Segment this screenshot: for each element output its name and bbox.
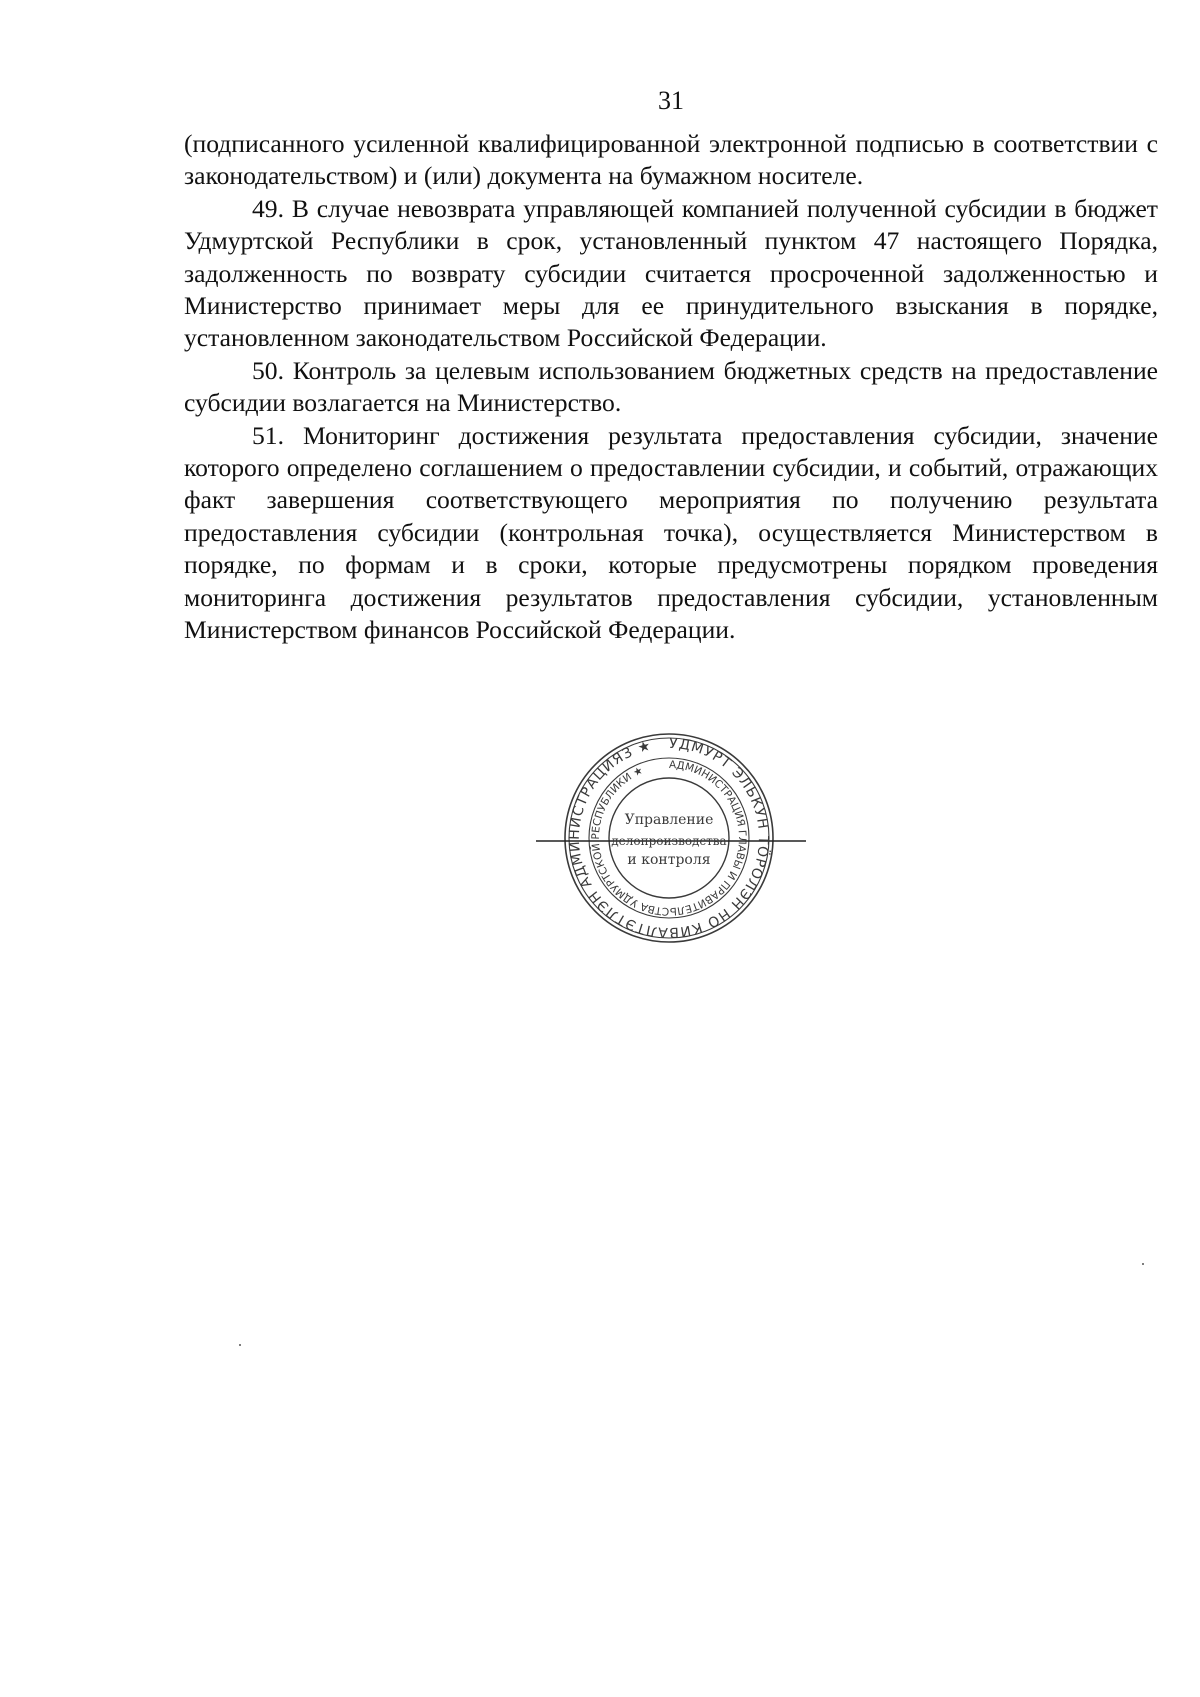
seal-center-line-3: и контроля: [627, 852, 711, 868]
scan-speck: [1142, 1263, 1144, 1265]
seal-center-line-1: Управление: [624, 812, 714, 828]
scan-speck: [239, 1344, 241, 1346]
seal-outer-ring-text: УДМУРТ ЭЛЬКУН ТӦРОЛЭН НО КИВАЛТЭТЛЭН АДМИНИСТРАЦИЯЗ ★: [566, 735, 772, 941]
official-seal: [530, 730, 808, 946]
paragraph-item-49: 49. В случае невозврата управляющей компанией полученной субсидии в бюджет Удмуртской Республики в срок, установленный пунктом 47 настоящего Порядка, задолженность по возврату субсидии считается просроченной задолженностью и Министерство принимает меры для ее принудительного взыскания в порядке, установленном законодательством Российской Федерации.: [184, 193, 1158, 353]
page-number: 31: [658, 86, 684, 115]
paragraph-continuation: (подписанного усиленной квалифицированной электронной подписью в соответствии с законодательством) и (или) документа на бумажном носителе.: [184, 129, 1158, 191]
seal-icon: [530, 730, 808, 946]
paragraph-item-51: 51. Мониторинг достижения результата предоставления субсидии, значение которого определено соглашением о предоставлении субсидии, и событий, отражающих факт завершения соответствующего мероприятия по получению результата предоставления субсидии (контрольная точка), осуществляется Министерством в порядке, по формам и в сроки, которые предусмотрены порядком проведения мониторинга достижения результатов предоставления субсидии, установленным Министерством финансов Российской Федерации.: [184, 420, 1158, 645]
document-body: [184, 128, 1158, 647]
paragraph-item-50: 50. Контроль за целевым использованием бюджетных средств на предоставление субсидии возлагается на Министерство.: [184, 355, 1158, 418]
seal-center-line-2: делопроизводства: [611, 834, 727, 848]
seal-inner-ring-text: АДМИНИСТРАЦИЯ ГЛАВЫ И ПРАВИТЕЛЬСТВА УДМУРТСКОЙ РЕСПУБЛИКИ ★: [589, 758, 749, 918]
